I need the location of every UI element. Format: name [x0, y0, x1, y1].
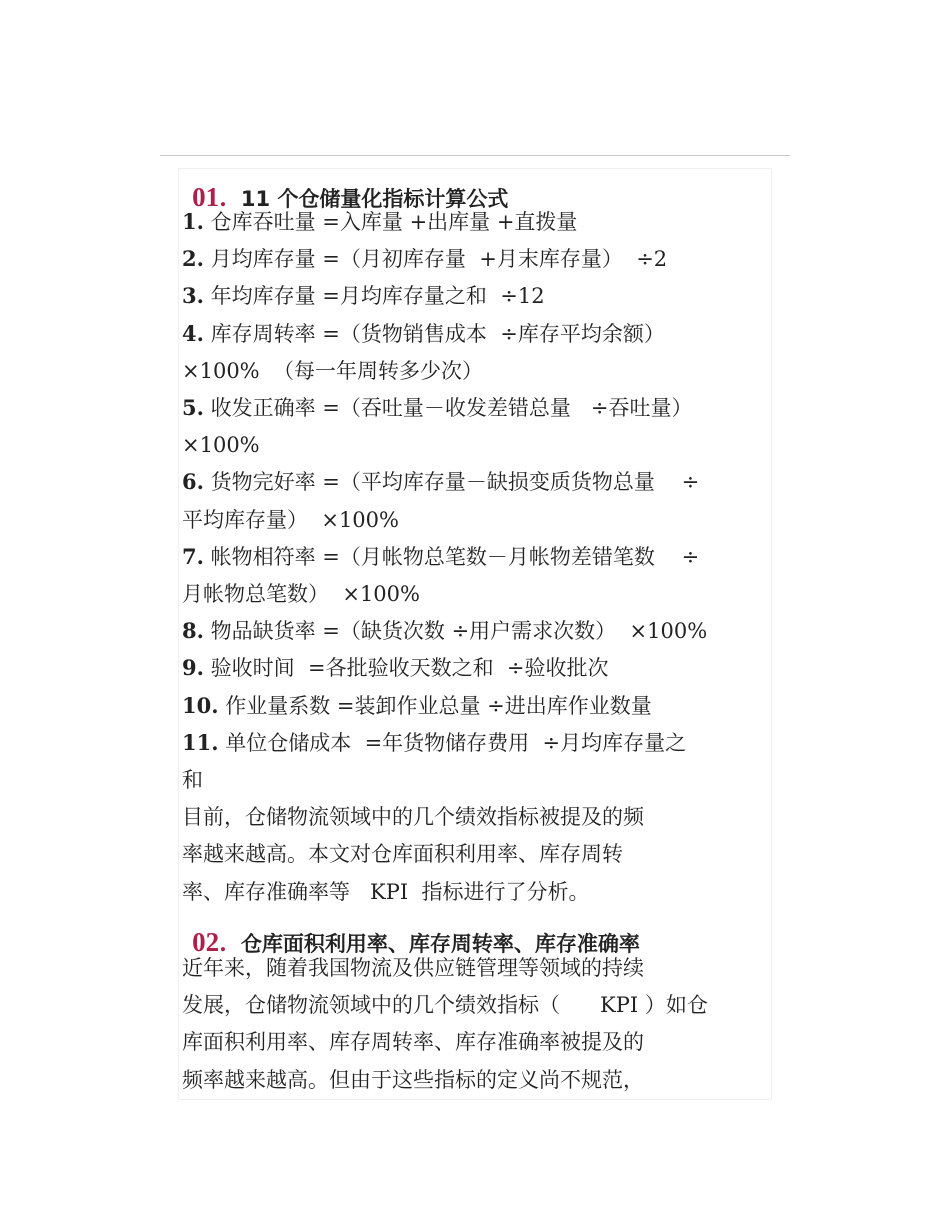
- line-text: 目前，仓储物流领域中的几个绩效指标被提及的频: [182, 805, 644, 830]
- text-line: [182, 579, 420, 609]
- line-text: 率、库存准确率等 KPI 指标进行了分析。: [182, 879, 590, 904]
- text-line: [182, 802, 644, 832]
- text-line: [182, 319, 665, 349]
- formula-number: 8.: [182, 618, 204, 644]
- section-2-number: 02: [192, 927, 220, 957]
- text-line: [182, 393, 693, 423]
- formula-number: 1.: [182, 209, 204, 234]
- line-text: 率越来越高。本文对仓库面积利用率、库存周转: [182, 842, 623, 867]
- text-line: [182, 616, 707, 646]
- section-2-heading: [182, 908, 640, 958]
- formula-number: 11.: [182, 729, 219, 755]
- formula-number: 4.: [182, 320, 204, 346]
- line-text: 库存周转率 =（货物销售成本 ÷库存平均余额）: [210, 321, 665, 346]
- section-1-title: 11 个仓储量化指标计算公式: [240, 187, 509, 211]
- text-line: [182, 430, 260, 460]
- text-line: [182, 877, 590, 907]
- formula-number: 2.: [182, 246, 204, 272]
- formula-number: 9.: [182, 655, 204, 681]
- formula-number: 10.: [182, 692, 219, 718]
- formula-number: 5.: [182, 395, 204, 420]
- text-line: [182, 467, 699, 497]
- line-text: ×100%: [182, 433, 260, 458]
- formula-number: 3.: [182, 283, 204, 309]
- line-text: 验收时间 =各批验收天数之和 ÷验收批次: [210, 656, 609, 681]
- text-line: [182, 356, 483, 386]
- section-2-dot: .: [219, 931, 227, 957]
- text-line: [182, 207, 577, 237]
- text-line: [182, 839, 623, 869]
- text-line: [182, 691, 652, 721]
- line-text: ×100% （每一年周转多少次）: [182, 358, 483, 383]
- text-line: [182, 281, 545, 311]
- line-text: 仓库吞吐量 =入库量 +出库量 +直拨量: [210, 210, 578, 234]
- section-1-number: 01: [192, 182, 220, 212]
- text-line: [182, 765, 203, 795]
- section-1-heading: [182, 163, 508, 213]
- line-text: 作业量系数 =装卸作业总量 ÷进出库作业数量: [225, 693, 652, 718]
- text-line: [182, 542, 699, 572]
- line-text: 帐物相符率 =（月帐物总笔数－月帐物差错笔数 ÷: [210, 544, 700, 569]
- text-line: [182, 953, 644, 983]
- formula-number: 7.: [182, 543, 204, 569]
- text-line: [182, 505, 399, 535]
- line-text: 收发正确率 =（吞吐量－收发差错总量 ÷吞吐量）: [210, 396, 693, 420]
- line-text: 和: [182, 768, 203, 792]
- line-text: 物品缺货率 =（缺货次数 ÷用户需求次数） ×100%: [210, 619, 708, 644]
- section-1-dot: .: [219, 186, 227, 212]
- line-text: 月帐物总笔数） ×100%: [182, 582, 420, 606]
- line-text: 年均库存量 =月均库存量之和 ÷12: [210, 284, 545, 309]
- line-text: 近年来，随着我国物流及供应链管理等领域的持续: [182, 956, 644, 980]
- text-line: [182, 1065, 644, 1095]
- line-text: 频率越来越高。但由于这些指标的定义尚不规范，: [182, 1067, 644, 1092]
- section-2-title: 仓库面积利用率、库存周转率、库存准确率: [240, 932, 640, 956]
- line-text: 发展，仓储物流领域中的几个绩效指标（ KPI ）如仓: [182, 993, 708, 1018]
- line-text: 货物完好率 =（平均库存量－缺损变质货物总量 ÷: [210, 470, 700, 495]
- line-text: 平均库存量） ×100%: [182, 507, 399, 532]
- line-text: 单位仓储成本 =年货物储存费用 ÷月均库存量之: [225, 730, 687, 755]
- formula-number: 6.: [182, 469, 204, 495]
- text-line: [182, 1027, 644, 1057]
- text-line: [182, 244, 667, 274]
- line-text: 库面积利用率、库存周转率、库存准确率被提及的: [182, 1030, 644, 1055]
- top-divider: [160, 155, 790, 156]
- text-line: [182, 653, 609, 683]
- text-line: [182, 728, 686, 758]
- text-line: [182, 990, 708, 1020]
- line-text: 月均库存量 =（月初库存量 +月末库存量） ÷2: [210, 247, 668, 272]
